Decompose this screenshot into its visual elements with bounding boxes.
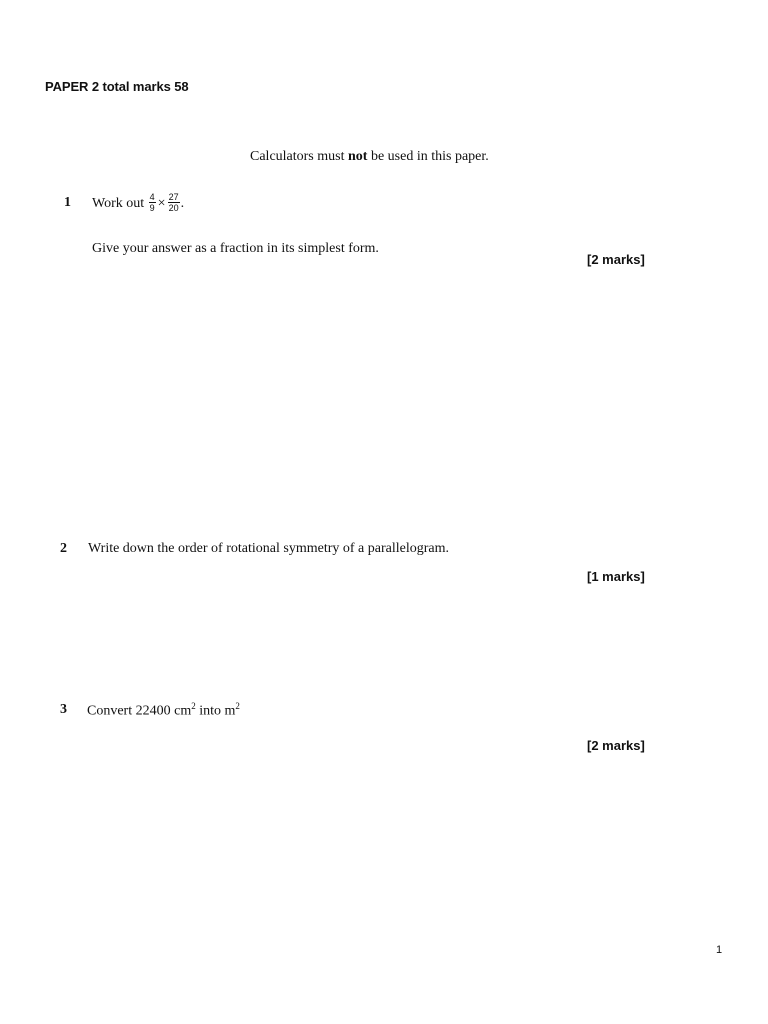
fraction-a-denominator: 9 <box>149 203 155 214</box>
question-3-text <box>87 701 240 720</box>
question-1-marks: [2 marks] <box>587 252 645 267</box>
fraction-4-9 <box>149 192 156 213</box>
instruction-after: be used in this paper. <box>367 149 489 164</box>
fraction-27-20 <box>168 192 180 213</box>
instruction-before: Calculators must <box>250 149 348 164</box>
paper-title: PAPER 2 total marks 58 <box>45 79 189 94</box>
fraction-b-denominator: 20 <box>168 203 179 214</box>
question-1-suffix: . <box>180 196 185 211</box>
page-number: 1 <box>716 944 723 956</box>
question-2-text: Write down the order of rotational symmetry of a parallelogram. <box>88 541 449 556</box>
question-3-mid: into m <box>195 703 236 719</box>
question-2-marks: [1 marks] <box>587 569 645 584</box>
instruction-text <box>250 149 489 165</box>
question-1-subtext: Give your answer as a fraction in its simplest form. <box>92 241 379 256</box>
question-1-prefix: Work out <box>92 196 145 211</box>
question-3-sup-2: 2 <box>235 701 240 711</box>
multiply-operator: × <box>157 196 166 211</box>
question-3-number: 3 <box>60 702 67 717</box>
question-3-sup-1: 2 <box>191 701 196 711</box>
question-1-number: 1 <box>64 195 71 210</box>
question-3-prefix: Convert 22400 cm <box>87 703 192 719</box>
instruction-emphasis: not <box>348 149 368 164</box>
fraction-a-numerator: 4 <box>149 192 155 203</box>
fraction-b-numerator: 27 <box>168 192 179 203</box>
question-3-marks: [2 marks] <box>587 738 645 753</box>
question-2-number: 2 <box>60 541 67 556</box>
question-1-text <box>92 193 184 217</box>
